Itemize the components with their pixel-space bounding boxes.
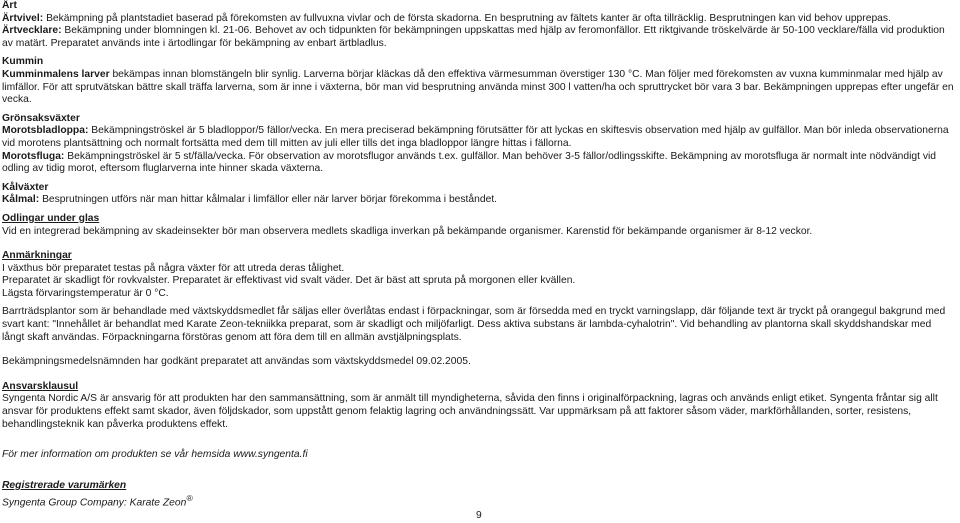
paragraph-ansvarsklausul: Syngenta Nordic A/S är ansvarig för att produkten har den sammansättning, som är anmält till myndigheterna, såvida den finns i originalförpackning, lagras och används enligt etiket. Syngenta fråntar sig allt ansvar för produktens effekt samt skador, även följdskador, som uppstått genom felaktig lagring och användningssätt. Var uppmärksam på att faktorer såsom väder, markförhållanden, sorter, resistens, behandlingsteknik kan påverka produktens effekt. <box>2 393 938 430</box>
label-morotsfluga: Morotsfluga: <box>2 150 65 162</box>
trademark-text: Syngenta Group Company: Karate Zeon <box>2 497 187 509</box>
label-artvivel: Ärtvivel: <box>2 12 44 24</box>
section-heading-art: Ärt <box>2 0 17 11</box>
paragraph-varumarken <box>2 492 954 510</box>
text-artvivel: Bekämpning på plantstadiet baserad på förekomsten av fullvuxna vivlar och de första skadorna. En besprutning av fältets kanter är ofta tillräcklig. Besprutningen kan vid behov upprepas. <box>43 12 891 24</box>
section-heading-glas: Odlingar under glas <box>2 212 100 224</box>
paragraph-artvecklare <box>2 25 954 50</box>
text-kalmal: Besprutningen utförs när man hittar kålmalar i limfällor eller när larver börjar förekomma i beståndet. <box>39 194 498 206</box>
section-heading-ansvarsklausul: Ansvarsklausul <box>2 380 79 392</box>
paragraph-morotsbladloppa <box>2 125 954 150</box>
paragraph-more-info: För mer information om produkten se vår hemsida www.syngenta.fi <box>2 449 308 461</box>
registered-mark: ® <box>186 493 193 504</box>
paragraph-glas: Vid en integrerad bekämpning av skadeinsekter bör man observera medlets skadliga inverkan på bekämpande organismer. Karenstid för bekämpande organismer är 8-12 veckor. <box>2 225 813 237</box>
label-kumminmal: Kumminmalens larver <box>2 68 110 80</box>
label-artvecklare: Ärtvecklare: <box>2 25 62 37</box>
paragraph-morotsfluga <box>2 151 954 176</box>
paragraph-kumminmal <box>2 69 954 107</box>
page-number: 9 <box>476 510 482 521</box>
section-heading-anmarkningar: Anmärkningar <box>2 250 72 262</box>
anmarkning-line-1: I växthus bör preparatet testas på några växter för att utreda deras tålighet. <box>2 262 345 274</box>
label-morotsbladloppa: Morotsbladloppa: <box>2 125 89 137</box>
section-heading-kummin: Kummin <box>2 56 44 68</box>
paragraph-barrtradsplantor: Barrträdsplantor som är behandlade med växtskyddsmedlet får säljas eller överlåtas endast i förpackningar, som är försedda med en tryckt varningslapp, där följande text är tryckt på orangegul bakgrund med svart kant: "Innehållet är behandlat med Karate Zeon-tekniikka preparat, som är skadligt och miljöfarligt. Dess aktiva substans är lambda-cyhalotrin". Vid behandling av plantorna skall skyddshandskar med långt skaft användas. Förpackningarna förstöras genom att föra dem till en allmän avstjälpningsplats. <box>2 306 946 343</box>
text-kumminmal: bekämpas innan blomstängeln blir synlig. Larverna börjar kläckas då den effektiva värmesumman överstiger 130 °C. Man följer med förekomsten av vuxna kumminmalar med hjälp av limfällor. För att sprutvätskan bättre skall träffa larverna, som är inne i växterna, bör man vid besprutning använda minst 300 l vatten/ha och spruttrycket bör vara 3 bar. Bekämpningen upprepas efter ungefär en vecka. <box>2 68 954 106</box>
section-heading-gronsaksvaxter: Grönsaksväxter <box>2 112 80 124</box>
paragraph-artvivel <box>2 13 954 26</box>
text-morotsfluga: Bekämpningströskel är 5 st/fälla/vecka. För observation av morotsflugor används t.ex. gulfällor. Man behöver 3-5 fällor/odlingsskifte. Bekämpning av morotsfluga är normalt inte nödvändigt vid odling av tidig morot, eftersom fluglarverna inte hinner skada växterna. <box>2 150 937 175</box>
text-morotsbladloppa: Bekämpningströskel är 5 bladloppor/5 fällor/vecka. En mera preciserad bekämpning förutsätter för att lyckas en skiftesvis observation med hjälp av gulfällor. Man bör inleda observationerna vid morotens plantsättning och normalt fortsätta med dem till mitten av juli eller tills det inga bladloppor längre hittas i fällorna. <box>2 125 949 149</box>
text-artvecklare: Bekämpning under blomningen kl. 21-06. Behovet av och tidpunkten för bekämpningen uppskattas med hjälp av feromonfällor. Ett riktgivande tröskelvärde är 50-100 vecklare/fälla vid produktion av matärt. Preparatet används inte i ärtodlingar för bekämpning av enbart ärtbladlus. <box>2 25 945 49</box>
paragraph-kalmal <box>2 194 954 207</box>
anmarkning-line-3: Lägsta förvaringstemperatur är 0 °C. <box>2 287 169 299</box>
paragraph-namnden: Bekämpningsmedelsnämnden har godkänt preparatet att användas som växtskyddsmedel 09.02.2005. <box>2 356 471 368</box>
document-page <box>2 0 954 510</box>
label-kalmal: Kålmal: <box>2 194 40 206</box>
section-heading-kalvaxter: Kålväxter <box>2 181 49 193</box>
section-heading-varumarken: Registrerade varumärken <box>2 479 127 491</box>
anmarkning-line-2: Preparatet är skadligt för rovkvalster. Preparatet är effektivast vid svalt väder. Det är bäst att spruta på morgonen eller kvällen. <box>2 275 576 287</box>
